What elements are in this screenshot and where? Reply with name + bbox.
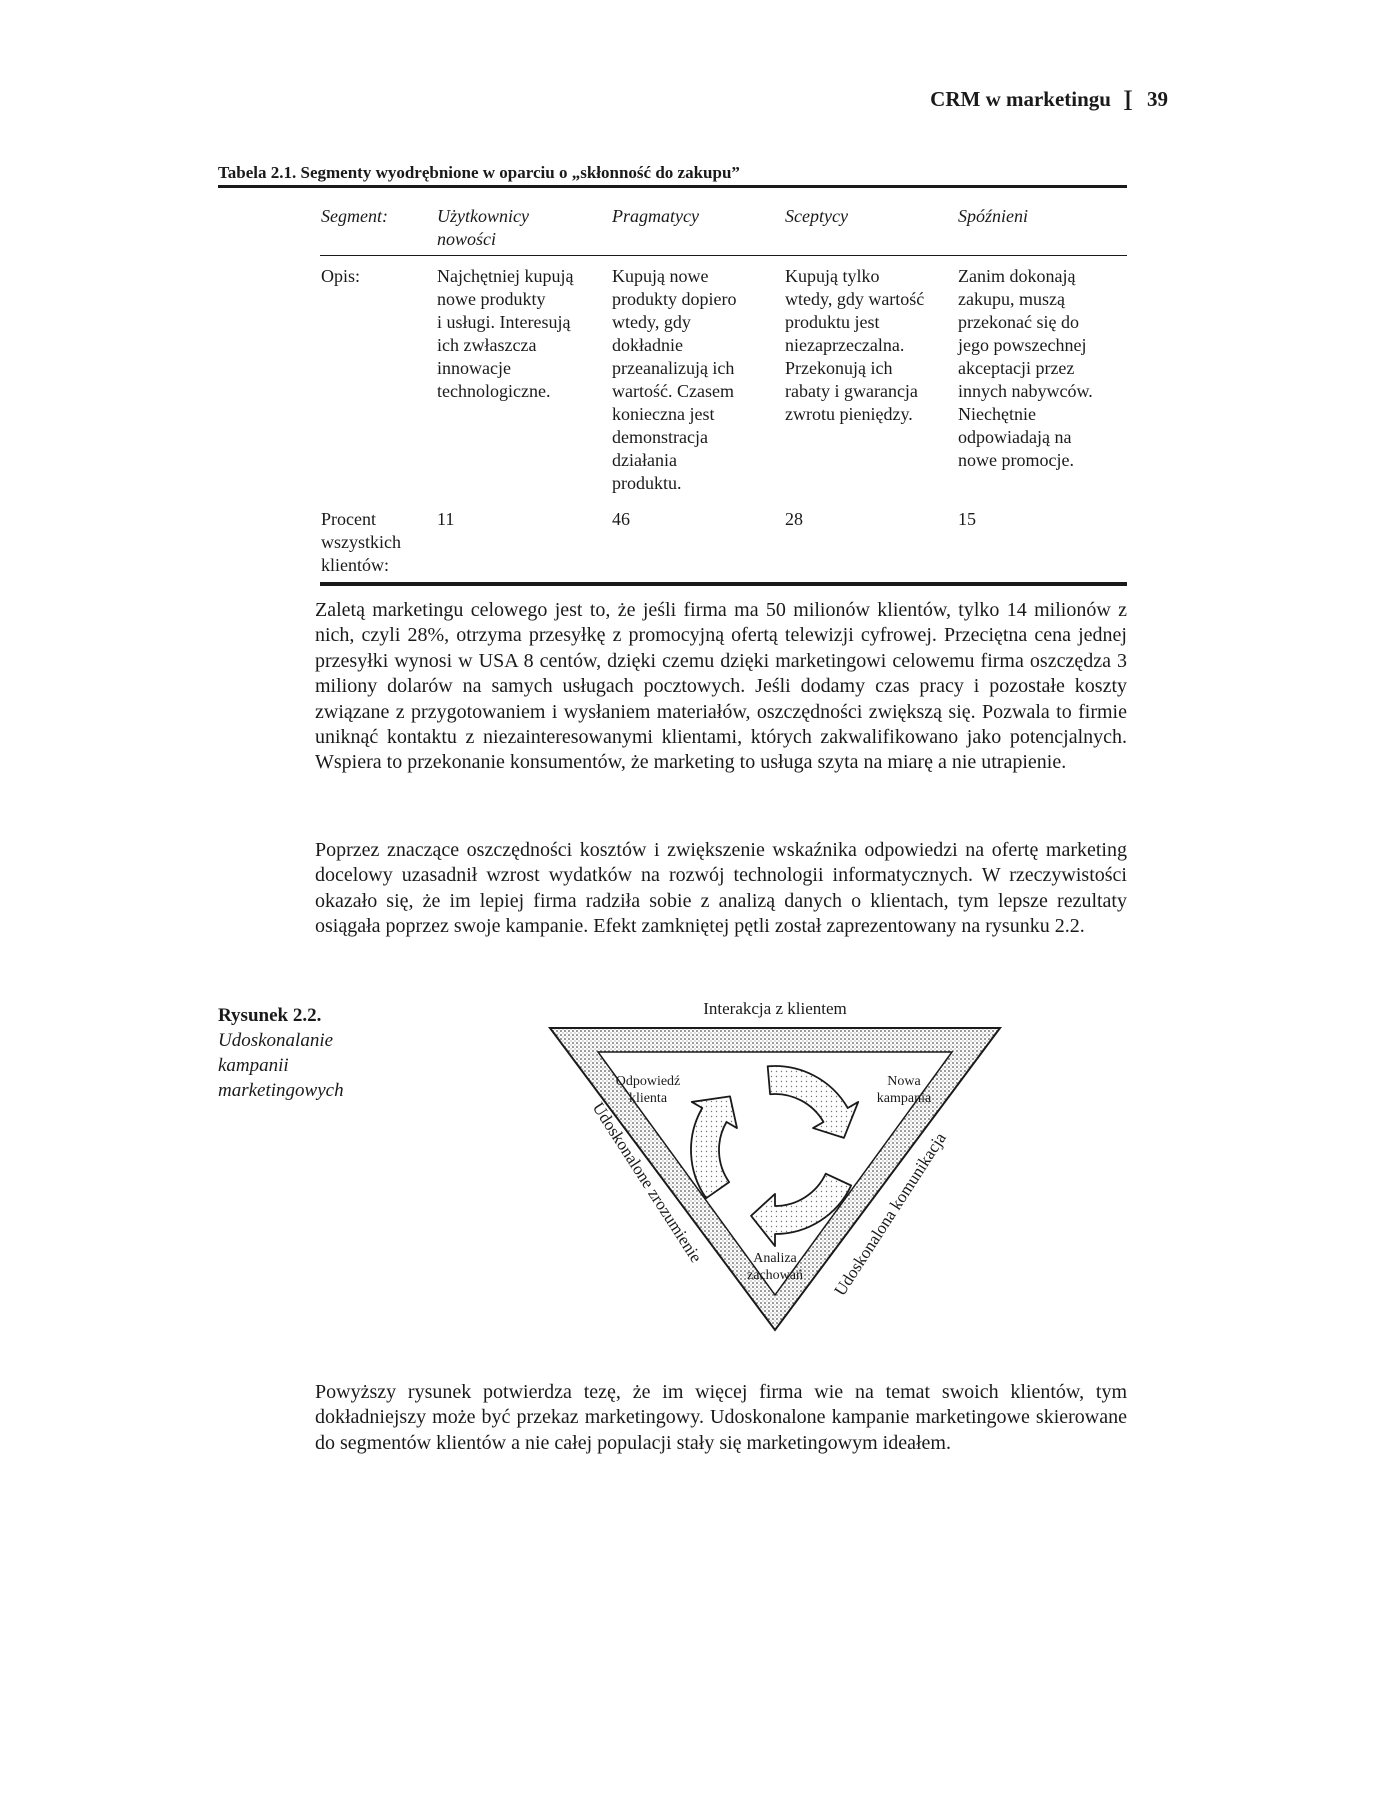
cell-opis-spoznieni: Zanim dokonają zakupu, muszą przekonać się do jego powszechnej akceptacji przez innych nabywców. Niechętnie odpowiadają na nowe promocje. <box>958 266 1093 470</box>
figure-number: Rysunek 2.2. <box>218 1005 322 1026</box>
cell-procent-spoznieni: 15 <box>958 509 976 529</box>
cell-procent-sceptycy: 28 <box>785 509 803 529</box>
body-paragraph-2: Poprzez znaczące oszczędności kosztów i zwiększenie wskaźnika odpowiedzi na ofertę marketing docelowy uzasadnił wzrost wydatków na rozwój technologii informatycznych. W rzeczywistości okazało się, że im lepiej firma radziła sobie z analizą danych o klientach, tym lepsze rezultaty osiągała poprzez swoje kampanie. Efekt zamkniętej pętli został zaprezentowany na rysunku 2.2. <box>315 839 1127 938</box>
col-header-uzytkownicy: Użytkownicy nowości <box>437 206 529 249</box>
row-label-opis: Opis: <box>321 266 361 286</box>
figure-title: Udoskonalanie kampanii marketingowych <box>218 1030 344 1101</box>
col-header-sceptycy: Sceptycy <box>785 206 848 226</box>
label-nowa: Nowa <box>887 1074 921 1089</box>
label-interakcja: Interakcja z klientem <box>703 999 847 1018</box>
table-bottom-rule <box>320 582 1127 586</box>
body-paragraph-3: Powyższy rysunek potwierdza tezę, że im więcej firma wie na temat swoich klientów, tym dokładniejszy może być przekaz marketingowy. Udoskonalone kampanie marketingowe skierowane do segmentów klientów a nie całej populacji stały się marketingowym ideałem. <box>315 1381 1127 1454</box>
page-number: 39 <box>1147 86 1168 111</box>
label-analiza: Analiza <box>753 1251 797 1266</box>
label-zachowan: zachowań <box>747 1268 803 1283</box>
body-paragraph-1: Zaletą marketingu celowego jest to, że jeśli firma ma 50 milionów klientów, tylko 14 milionów z nich, czyli 28%, otrzyma przesyłkę z promocyjną ofertą telewizji cyfrowej. Przeciętna cena jednej przesyłki wynosi w USA 8 centów, dzięki czemu dzięki marketingowi celowemu firma oszczędza 3 miliony dolarów na samych usługach pocztowych. Jeśli dodamy czas pracy i pozostałe koszty związane z przygotowaniem i wysłaniem materiałów, oszczędności zwiększą się. Pozwala to firmie uniknąć kontaktu z niezainteresowanymi klientami, których zakwalifikowano jako potencjalnych. Wspiera to przekonanie konsumentów, że marketing to usługa szyta na miarę a nie utrapienie. <box>315 599 1127 774</box>
label-odpowiedz: Odpowiedź <box>615 1074 681 1089</box>
row-label-procent: Procent wszystkich klientów: <box>321 509 401 575</box>
closed-loop-diagram <box>540 990 1010 1350</box>
table-top-rule <box>218 185 1127 188</box>
running-header-title: CRM w marketingu <box>930 86 1111 111</box>
cell-opis-uzytkownicy: Najchętniej kupują nowe produkty i usługi. Interesują ich zwłaszcza innowacje technologiczne. <box>437 266 574 401</box>
cell-opis-sceptycy: Kupują tylko wtedy, gdy wartość produktu jest niezaprzeczalna. Przekonują ich rabaty i gwarancja zwrotu pieniędzy. <box>785 266 925 424</box>
cell-procent-pragmatycy: 46 <box>612 509 630 529</box>
cell-opis-pragmatycy: Kupują nowe produkty dopiero wtedy, gdy dokładnie przeanalizują ich wartość. Czasem konieczna jest demonstracja działania produktu. <box>612 266 737 493</box>
col-header-spoznieni: Spóźnieni <box>958 206 1028 226</box>
figure-caption <box>218 1003 344 1103</box>
cell-procent-uzytkownicy: 11 <box>437 509 455 529</box>
table-caption: Tabela 2.1. Segmenty wyodrębnione w oparciu o „skłonność do zakupu” <box>218 163 740 182</box>
col-header-pragmatycy: Pragmatycy <box>612 206 699 226</box>
label-klienta: klienta <box>628 1091 668 1106</box>
running-header <box>930 84 1168 117</box>
table-header-rule <box>320 255 1127 256</box>
label-kampania: kampania <box>876 1091 932 1106</box>
label-right-side-path: Udoskonalona komunikacja <box>830 1129 950 1300</box>
header-separator: I <box>1123 84 1133 117</box>
label-left-side-path: Udoskonalone zrozumienie <box>588 1098 706 1266</box>
col-header-segment: Segment: <box>321 206 388 226</box>
